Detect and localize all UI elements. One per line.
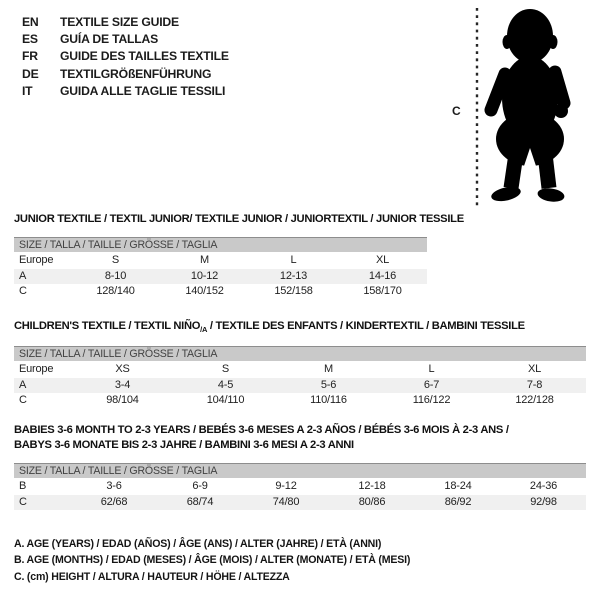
lang-label: GUIDA ALLE TAGLIE TESSILI [60, 83, 226, 98]
cell: XL [375, 254, 390, 266]
title-line-1: BABIES 3-6 MONTH TO 2-3 YEARS / BEBÉS 3-6 MESES A 2-3 AÑOS / BÉBÉS 3-6 MOIS À 2-3 ANS / [14, 424, 509, 436]
cell: 116/122 [412, 394, 451, 407]
cell: 10-12 [160, 269, 249, 285]
cell: 110/116 [310, 394, 347, 407]
cell: 158/170 [363, 285, 402, 298]
cell: 8-10 [71, 269, 160, 285]
row-label: A [14, 269, 71, 285]
row-label: C [19, 394, 27, 407]
lang-row-es [22, 30, 229, 47]
footnotes [14, 536, 410, 585]
children-size-header: SIZE / TALLA / TAILLE / GRÖSSE / TAGLIA [14, 346, 586, 361]
children-table-title [14, 319, 525, 337]
lang-label: GUÍA DE TALLAS [60, 31, 159, 46]
table-row [14, 393, 586, 409]
cell: 86/92 [415, 495, 501, 511]
lang-row-en [22, 13, 229, 30]
row-label: A [14, 378, 71, 394]
cell: 128/140 [96, 285, 135, 298]
table-row [14, 253, 427, 269]
junior-table-title: JUNIOR TEXTILE / TEXTIL JUNIOR/ TEXTILE JUNIOR / JUNIORTEXTIL / JUNIOR TESSILE [14, 213, 464, 225]
lang-row-fr [22, 48, 229, 65]
row-label: Europe [19, 254, 54, 266]
babies-table-title [14, 423, 509, 453]
cell: 4-5 [174, 378, 277, 394]
cell: M [324, 363, 333, 375]
table-row [14, 378, 586, 394]
cell: 62/68 [71, 495, 157, 511]
cell: 24-36 [529, 480, 558, 492]
lang-code: ES [22, 31, 38, 46]
table-row [14, 362, 586, 378]
footnote-a: A. AGE (YEARS) / EDAD (AÑOS) / ÂGE (ANS) / ALTER (JAHRE) / ETÀ (ANNI) [14, 538, 382, 550]
cell: 3-4 [71, 378, 174, 394]
cell: 80/86 [329, 495, 415, 511]
cell: 12-13 [249, 269, 338, 285]
junior-size-header: SIZE / TALLA / TAILLE / GRÖSSE / TAGLIA [14, 237, 427, 252]
table-row [14, 284, 427, 300]
cell: 6-9 [192, 480, 208, 492]
row-label: C [19, 285, 27, 298]
cell: 18-24 [444, 480, 472, 492]
lang-row-it [22, 82, 229, 99]
table-row [14, 269, 427, 285]
cell: M [200, 254, 209, 266]
cell: 14-16 [338, 269, 427, 285]
cell: 6-7 [380, 378, 483, 394]
junior-size-table [14, 253, 427, 300]
cell: 7-8 [483, 378, 586, 394]
cell: 9-12 [275, 480, 297, 492]
language-header [22, 13, 229, 99]
row-label: Europe [19, 363, 54, 375]
cell: 92/98 [501, 495, 586, 511]
title-subscript: /A [200, 325, 208, 335]
cell: 152/158 [274, 285, 313, 298]
lang-row-de [22, 65, 229, 82]
lang-code: FR [22, 49, 38, 64]
footnote-b: B. AGE (MONTHS) / EDAD (MESES) / ÂGE (MOIS) / ALTER (MONATE) / ETÀ (MESI) [14, 554, 411, 567]
children-size-table [14, 362, 586, 409]
height-measure-label: C [452, 104, 461, 118]
row-label: C [14, 495, 71, 511]
cell: 104/110 [206, 394, 245, 407]
cell: 5-6 [277, 378, 380, 394]
babies-size-header: SIZE / TALLA / TAILLE / GRÖSSE / TAGLIA [14, 463, 586, 478]
cell: 12-18 [358, 480, 386, 492]
cell: 98/104 [106, 394, 139, 407]
cell: XS [115, 363, 130, 375]
cell: S [221, 363, 230, 375]
cell: 3-6 [106, 480, 122, 492]
lang-code: EN [22, 14, 39, 29]
title-part: / TEXTILE DES ENFANTS / KINDERTEXTIL / BAMBINI TESSILE [207, 320, 525, 332]
lang-code: DE [22, 66, 39, 81]
row-label: B [19, 480, 27, 492]
cell: S [111, 254, 120, 266]
cell: L [290, 254, 297, 266]
cell: 122/128 [515, 394, 554, 407]
cell: 68/74 [157, 495, 243, 511]
title-part: CHILDREN'S TEXTILE / TEXTIL NIÑO [14, 320, 201, 332]
title-line-2: BABYS 3-6 MONATE BIS 2-3 JAHRE / BAMBINI 3-6 MESI A 2-3 ANNI [14, 439, 354, 451]
cell: 74/80 [243, 495, 329, 511]
babies-size-table [14, 479, 586, 510]
lang-label: TEXTILE SIZE GUIDE [60, 14, 179, 29]
cell: 140/152 [185, 285, 224, 298]
lang-code: IT [22, 83, 33, 98]
cell: XL [527, 363, 542, 375]
table-row [14, 479, 586, 495]
baby-silhouette-icon [480, 6, 580, 211]
lang-label: TEXTILGRÖßENFÜHRUNG [60, 66, 212, 81]
footnote-c: C. (cm) HEIGHT / ALTURA / HAUTEUR / HÖHE / ALTEZZA [14, 570, 290, 583]
cell: L [428, 363, 435, 375]
table-row [14, 495, 586, 511]
lang-label: GUIDE DES TAILLES TEXTILE [60, 49, 229, 64]
